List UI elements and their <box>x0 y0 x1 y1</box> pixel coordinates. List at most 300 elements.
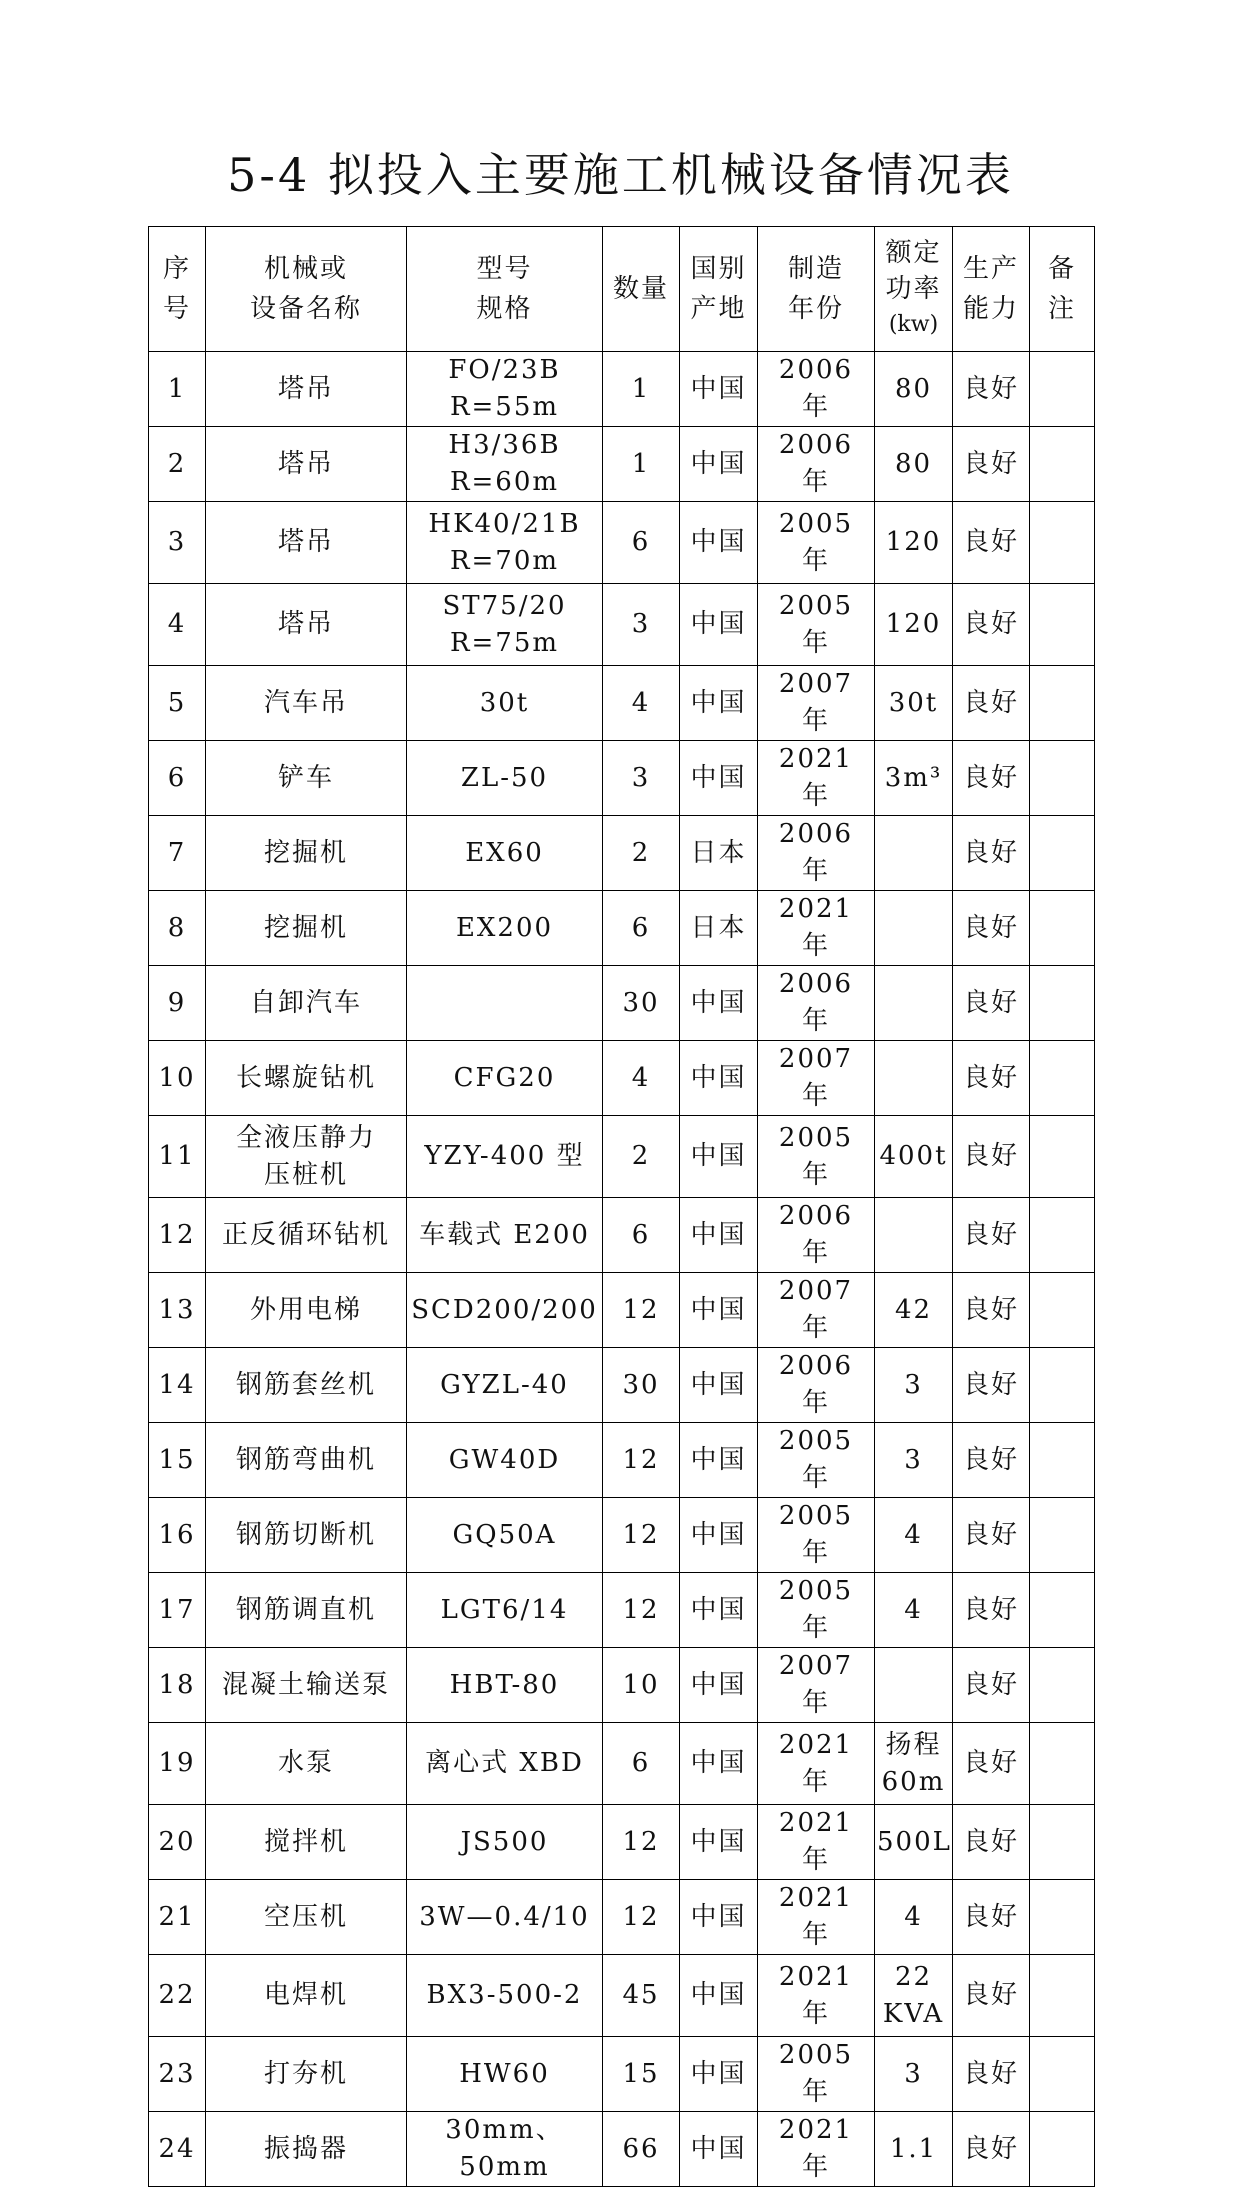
cell-origin: 中国 <box>680 1348 758 1423</box>
cell-power-line: 30t <box>888 687 939 718</box>
header-model <box>407 227 603 352</box>
cell-seq: 8 <box>149 891 206 966</box>
cell-seq: 2 <box>149 427 206 502</box>
cell-year: 2006 年 <box>758 816 875 891</box>
table-row <box>149 352 1095 427</box>
header-origin-line: 国别 <box>690 254 747 284</box>
cell-year: 2006 年 <box>758 966 875 1041</box>
cell-power <box>875 352 953 427</box>
cell-model-line: R=70m <box>449 545 560 576</box>
cell-power <box>875 1423 953 1498</box>
cell-power <box>875 1880 953 1955</box>
cell-note <box>1030 352 1095 427</box>
cell-note <box>1030 891 1095 966</box>
cell-name <box>206 1805 407 1880</box>
table-row <box>149 1880 1095 1955</box>
cell-power <box>875 816 953 891</box>
cell-qty: 12 <box>603 1273 680 1348</box>
table-row <box>149 666 1095 741</box>
table-row <box>149 427 1095 502</box>
cell-note <box>1030 1198 1095 1273</box>
cell-name <box>206 666 407 741</box>
cell-power-line: 3 <box>904 1444 923 1475</box>
cell-model-line: ZL-50 <box>460 762 549 793</box>
cell-qty: 6 <box>603 891 680 966</box>
cell-power <box>875 1198 953 1273</box>
cell-note <box>1030 584 1095 666</box>
cell-qty: 12 <box>603 1573 680 1648</box>
cell-year: 2005 年 <box>758 502 875 584</box>
cell-name <box>206 1573 407 1648</box>
cell-capacity: 良好 <box>953 1955 1030 2037</box>
cell-origin: 中国 <box>680 1723 758 1805</box>
table-row <box>149 584 1095 666</box>
cell-model <box>407 891 603 966</box>
cell-name <box>206 427 407 502</box>
table-row <box>149 1348 1095 1423</box>
header-power <box>875 227 953 352</box>
cell-year: 2005 年 <box>758 2037 875 2112</box>
cell-name <box>206 2112 407 2187</box>
cell-note <box>1030 1423 1095 1498</box>
cell-power <box>875 1955 953 2037</box>
cell-qty: 2 <box>603 1116 680 1198</box>
cell-year: 2007 年 <box>758 666 875 741</box>
cell-capacity: 良好 <box>953 1198 1030 1273</box>
cell-name <box>206 1648 407 1723</box>
cell-note <box>1030 816 1095 891</box>
cell-qty: 45 <box>603 1955 680 2037</box>
cell-power <box>875 966 953 1041</box>
header-year <box>758 227 875 352</box>
cell-origin: 中国 <box>680 1955 758 2037</box>
cell-capacity: 良好 <box>953 816 1030 891</box>
cell-origin: 日本 <box>680 816 758 891</box>
header-capacity-line: 能力 <box>962 294 1019 324</box>
cell-origin: 中国 <box>680 1273 758 1348</box>
cell-qty: 6 <box>603 502 680 584</box>
header-note-line: 备 <box>1047 254 1076 284</box>
cell-name-line: 空压机 <box>263 1901 348 1932</box>
cell-model <box>407 1041 603 1116</box>
cell-qty: 2 <box>603 816 680 891</box>
cell-model <box>407 666 603 741</box>
cell-power <box>875 584 953 666</box>
cell-seq: 16 <box>149 1498 206 1573</box>
cell-model-line: JS500 <box>460 1826 549 1857</box>
cell-power-line: 3 <box>904 2058 923 2089</box>
header-power-line: 功率 <box>885 274 942 304</box>
cell-origin: 中国 <box>680 966 758 1041</box>
table-row <box>149 966 1095 1041</box>
table-row <box>149 1955 1095 2037</box>
table-row <box>149 1723 1095 1805</box>
cell-model <box>407 502 603 584</box>
cell-model-line: GQ50A <box>452 1519 557 1550</box>
cell-note <box>1030 1348 1095 1423</box>
cell-power <box>875 427 953 502</box>
cell-seq: 7 <box>149 816 206 891</box>
cell-model-line: R=75m <box>449 627 560 658</box>
cell-capacity: 良好 <box>953 1116 1030 1198</box>
cell-origin: 中国 <box>680 1116 758 1198</box>
cell-year: 2005 年 <box>758 1498 875 1573</box>
header-origin <box>680 227 758 352</box>
cell-model <box>407 584 603 666</box>
cell-model-line: ST75/20 <box>442 590 567 621</box>
header-capacity-line: 生产 <box>962 254 1019 284</box>
cell-power <box>875 502 953 584</box>
header-note-line: 注 <box>1047 294 1076 324</box>
cell-power-line: 42 <box>894 1294 933 1325</box>
cell-power-line: 22 <box>894 1961 933 1992</box>
cell-name <box>206 1348 407 1423</box>
cell-qty: 4 <box>603 666 680 741</box>
cell-capacity: 良好 <box>953 502 1030 584</box>
cell-note <box>1030 666 1095 741</box>
cell-qty: 1 <box>603 352 680 427</box>
cell-note <box>1030 1573 1095 1648</box>
cell-seq: 17 <box>149 1573 206 1648</box>
cell-power-line: 4 <box>904 1901 923 1932</box>
cell-model <box>407 1423 603 1498</box>
cell-qty: 4 <box>603 1041 680 1116</box>
cell-name-line: 塔吊 <box>277 448 334 479</box>
cell-model-line: GYZL-40 <box>440 1369 569 1400</box>
cell-year: 2007 年 <box>758 1041 875 1116</box>
page-title: 5-4 拟投入主要施工机械设备情况表 <box>227 148 1014 202</box>
cell-year: 2021 年 <box>758 1805 875 1880</box>
cell-name-line: 长螺旋钻机 <box>235 1062 376 1093</box>
cell-name <box>206 1880 407 1955</box>
cell-name <box>206 2037 407 2112</box>
cell-qty: 1 <box>603 427 680 502</box>
cell-origin: 中国 <box>680 666 758 741</box>
cell-capacity: 良好 <box>953 1648 1030 1723</box>
cell-qty: 3 <box>603 741 680 816</box>
cell-note <box>1030 2037 1095 2112</box>
cell-model-line: 车载式 E200 <box>419 1219 590 1250</box>
cell-name-line: 电焊机 <box>263 1980 348 2010</box>
cell-power <box>875 1573 953 1648</box>
cell-origin: 中国 <box>680 1498 758 1573</box>
cell-name <box>206 1723 407 1805</box>
cell-model-line: 30mm、50mm <box>445 2115 564 2182</box>
cell-qty: 15 <box>603 2037 680 2112</box>
cell-note <box>1030 1880 1095 1955</box>
cell-year: 2021 年 <box>758 1955 875 2037</box>
cell-year: 2021 年 <box>758 891 875 966</box>
cell-model-line: 离心式 XBD <box>425 1748 584 1778</box>
table-row <box>149 1273 1095 1348</box>
cell-power-line: 3 <box>904 1369 923 1400</box>
cell-power-line: 120 <box>885 609 942 639</box>
cell-capacity: 良好 <box>953 584 1030 666</box>
cell-capacity: 良好 <box>953 1880 1030 1955</box>
cell-seq: 18 <box>149 1648 206 1723</box>
cell-origin: 中国 <box>680 741 758 816</box>
cell-seq: 10 <box>149 1041 206 1116</box>
cell-capacity: 良好 <box>953 352 1030 427</box>
cell-origin: 中国 <box>680 1423 758 1498</box>
cell-power <box>875 891 953 966</box>
cell-capacity: 良好 <box>953 1348 1030 1423</box>
cell-note <box>1030 427 1095 502</box>
cell-note <box>1030 1116 1095 1198</box>
cell-name <box>206 1041 407 1116</box>
cell-power <box>875 1273 953 1348</box>
cell-power-line: 80 <box>894 448 933 479</box>
cell-origin: 中国 <box>680 427 758 502</box>
cell-year: 2006 年 <box>758 352 875 427</box>
cell-capacity: 良好 <box>953 891 1030 966</box>
cell-seq: 6 <box>149 741 206 816</box>
header-qty-line: 数量 <box>612 274 669 304</box>
header-origin-line: 产地 <box>690 294 747 324</box>
cell-origin: 中国 <box>680 584 758 666</box>
cell-seq: 3 <box>149 502 206 584</box>
cell-seq: 14 <box>149 1348 206 1423</box>
cell-model-line: BX3-500-2 <box>426 1980 583 2010</box>
cell-note <box>1030 741 1095 816</box>
cell-model-line: EX200 <box>455 912 554 943</box>
cell-name-line: 挖掘机 <box>263 837 348 868</box>
cell-capacity: 良好 <box>953 966 1030 1041</box>
cell-capacity: 良好 <box>953 427 1030 502</box>
header-seq-line: 序 <box>162 254 191 284</box>
cell-seq: 4 <box>149 584 206 666</box>
cell-power <box>875 2112 953 2187</box>
cell-name <box>206 891 407 966</box>
header-year-line: 年份 <box>787 294 844 324</box>
cell-origin: 中国 <box>680 1198 758 1273</box>
cell-model-line: SCD200/200 <box>411 1294 598 1325</box>
cell-name-line: 塔吊 <box>277 609 334 639</box>
cell-year: 2007 年 <box>758 1648 875 1723</box>
cell-model <box>407 1805 603 1880</box>
cell-origin: 中国 <box>680 1041 758 1116</box>
cell-capacity: 良好 <box>953 1723 1030 1805</box>
cell-name <box>206 966 407 1041</box>
cell-power-line: 500L <box>877 1826 952 1857</box>
cell-note <box>1030 1041 1095 1116</box>
cell-capacity: 良好 <box>953 1805 1030 1880</box>
cell-origin: 中国 <box>680 1648 758 1723</box>
cell-name-line: 钢筋套丝机 <box>235 1369 376 1400</box>
cell-name-line: 自卸汽车 <box>249 987 362 1018</box>
cell-model <box>407 1348 603 1423</box>
cell-model <box>407 2112 603 2187</box>
cell-name-line: 振捣器 <box>263 2133 348 2164</box>
cell-model <box>407 1648 603 1723</box>
table-row <box>149 1573 1095 1648</box>
cell-model <box>407 966 603 1041</box>
cell-name <box>206 1273 407 1348</box>
header-name-line: 机械或 <box>263 254 348 284</box>
header-seq <box>149 227 206 352</box>
table-row <box>149 1041 1095 1116</box>
cell-name-line: 钢筋调直机 <box>235 1594 376 1625</box>
cell-power-line: 60m <box>881 1766 946 1797</box>
cell-power-line: 扬程 <box>885 1729 942 1760</box>
cell-name-line: 塔吊 <box>277 527 334 557</box>
equipment-table <box>148 226 1095 2187</box>
cell-origin: 中国 <box>680 2037 758 2112</box>
cell-origin: 中国 <box>680 1880 758 1955</box>
cell-name <box>206 502 407 584</box>
cell-power <box>875 1498 953 1573</box>
cell-qty: 30 <box>603 966 680 1041</box>
cell-note <box>1030 1805 1095 1880</box>
header-year-line: 制造 <box>787 254 844 284</box>
cell-name-line: 塔吊 <box>277 373 334 404</box>
cell-capacity: 良好 <box>953 1273 1030 1348</box>
cell-year: 2006 年 <box>758 1348 875 1423</box>
cell-power-line: 120 <box>885 527 942 557</box>
cell-name <box>206 741 407 816</box>
cell-origin: 中国 <box>680 352 758 427</box>
cell-name <box>206 1198 407 1273</box>
cell-qty: 3 <box>603 584 680 666</box>
cell-note <box>1030 1273 1095 1348</box>
cell-year: 2005 年 <box>758 1116 875 1198</box>
cell-name-line: 正反循环钻机 <box>221 1219 390 1250</box>
cell-name <box>206 1955 407 2037</box>
cell-name-line: 钢筋切断机 <box>235 1519 376 1550</box>
cell-seq: 9 <box>149 966 206 1041</box>
cell-model <box>407 1198 603 1273</box>
cell-power <box>875 1116 953 1198</box>
cell-qty: 12 <box>603 1880 680 1955</box>
header-qty <box>603 227 680 352</box>
cell-note <box>1030 966 1095 1041</box>
table-row <box>149 1423 1095 1498</box>
cell-model <box>407 1116 603 1198</box>
cell-year: 2021 年 <box>758 1723 875 1805</box>
cell-note <box>1030 1723 1095 1805</box>
cell-name-line: 全液压静力 <box>235 1122 376 1153</box>
cell-power <box>875 741 953 816</box>
table-row <box>149 1805 1095 1880</box>
cell-power <box>875 1041 953 1116</box>
cell-year: 2021 年 <box>758 2112 875 2187</box>
cell-model-line: LGT6/14 <box>440 1594 569 1625</box>
cell-name <box>206 352 407 427</box>
cell-qty: 12 <box>603 1498 680 1573</box>
cell-model <box>407 816 603 891</box>
header-row <box>149 227 1095 352</box>
cell-model-line: EX60 <box>465 837 544 868</box>
cell-power-line: 80 <box>894 373 933 404</box>
header-name-line: 设备名称 <box>249 294 362 324</box>
cell-name <box>206 816 407 891</box>
cell-power-line: 4 <box>904 1594 923 1625</box>
cell-power-line: KVA <box>882 1998 945 2029</box>
cell-power <box>875 666 953 741</box>
cell-year: 2006 年 <box>758 427 875 502</box>
cell-power <box>875 1723 953 1805</box>
cell-model-line: HBT-80 <box>449 1669 560 1700</box>
cell-year: 2021 年 <box>758 1880 875 1955</box>
cell-model <box>407 1573 603 1648</box>
cell-qty: 6 <box>603 1198 680 1273</box>
table-row <box>149 1498 1095 1573</box>
cell-qty: 30 <box>603 1348 680 1423</box>
cell-name-line: 搅拌机 <box>263 1826 348 1857</box>
cell-year: 2005 年 <box>758 1573 875 1648</box>
header-power-line: 额定 <box>885 238 942 268</box>
cell-power-line: 1.1 <box>889 2133 938 2164</box>
cell-capacity: 良好 <box>953 1423 1030 1498</box>
cell-name <box>206 1116 407 1198</box>
cell-model-line: HW60 <box>459 2058 550 2089</box>
cell-qty: 12 <box>603 1423 680 1498</box>
header-seq-line: 号 <box>162 294 191 324</box>
cell-model <box>407 1723 603 1805</box>
cell-name-line: 汽车吊 <box>263 687 348 718</box>
cell-model <box>407 741 603 816</box>
cell-capacity: 良好 <box>953 1573 1030 1648</box>
cell-power <box>875 2037 953 2112</box>
cell-model <box>407 1955 603 2037</box>
table-row <box>149 741 1095 816</box>
table-body <box>149 227 1095 2187</box>
cell-model-line: YZY-400 型 <box>424 1141 585 1171</box>
cell-power <box>875 1348 953 1423</box>
cell-name <box>206 1498 407 1573</box>
cell-model <box>407 1880 603 1955</box>
cell-seq: 1 <box>149 352 206 427</box>
cell-capacity: 良好 <box>953 2037 1030 2112</box>
cell-seq: 24 <box>149 2112 206 2187</box>
cell-seq: 15 <box>149 1423 206 1498</box>
header-capacity <box>953 227 1030 352</box>
cell-seq: 20 <box>149 1805 206 1880</box>
cell-model-line: GW40D <box>448 1444 561 1475</box>
cell-origin: 中国 <box>680 502 758 584</box>
cell-name-line: 挖掘机 <box>263 912 348 943</box>
cell-origin: 中国 <box>680 1805 758 1880</box>
cell-origin: 中国 <box>680 1573 758 1648</box>
cell-seq: 21 <box>149 1880 206 1955</box>
cell-model-line: HK40/21B <box>428 508 581 539</box>
cell-qty: 66 <box>603 2112 680 2187</box>
cell-seq: 12 <box>149 1198 206 1273</box>
cell-note <box>1030 2112 1095 2187</box>
cell-power <box>875 1805 953 1880</box>
cell-name-line: 打夯机 <box>263 2058 348 2089</box>
cell-capacity: 良好 <box>953 666 1030 741</box>
cell-seq: 23 <box>149 2037 206 2112</box>
cell-year: 2006 年 <box>758 1198 875 1273</box>
cell-capacity: 良好 <box>953 741 1030 816</box>
table-row <box>149 2112 1095 2187</box>
cell-year: 2005 年 <box>758 584 875 666</box>
cell-qty: 6 <box>603 1723 680 1805</box>
cell-name-line: 钢筋弯曲机 <box>235 1444 376 1475</box>
table-row <box>149 1198 1095 1273</box>
cell-seq: 22 <box>149 1955 206 2037</box>
table-row <box>149 1648 1095 1723</box>
cell-note <box>1030 1955 1095 2037</box>
cell-year: 2005 年 <box>758 1423 875 1498</box>
cell-model-line: H3/36B R=60m <box>448 430 561 497</box>
cell-origin: 日本 <box>680 891 758 966</box>
cell-model-line: 30t <box>479 687 530 718</box>
cell-capacity: 良好 <box>953 2112 1030 2187</box>
header-note <box>1030 227 1095 352</box>
cell-seq: 11 <box>149 1116 206 1198</box>
